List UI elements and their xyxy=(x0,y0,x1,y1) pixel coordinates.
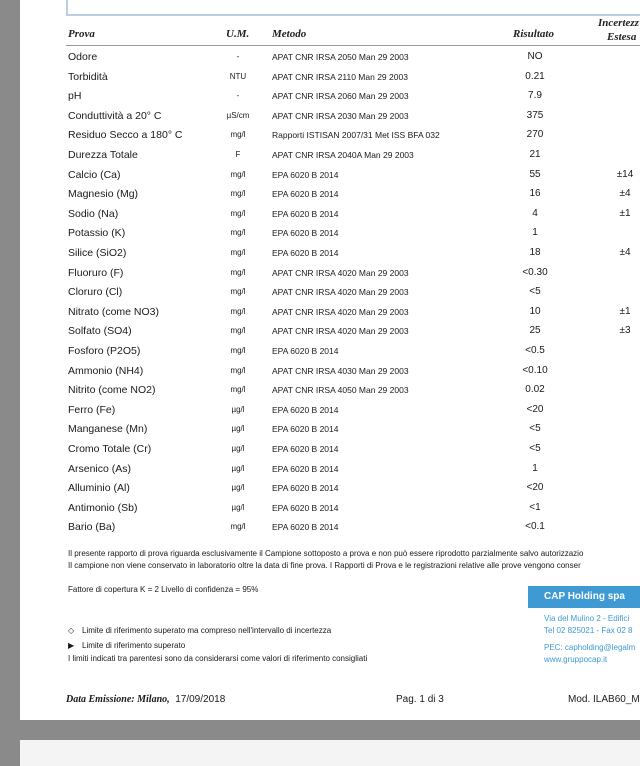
table-row xyxy=(20,439,640,459)
method: EPA 6020 B 2014 xyxy=(272,502,339,513)
page-number: Pag. 1 di 3 xyxy=(396,694,444,705)
test-name: Fluoruro (F) xyxy=(68,266,124,279)
method: APAT CNR IRSA 4050 Man 29 2003 xyxy=(272,385,409,396)
unit: µS/cm xyxy=(226,110,250,120)
test-name: Odore xyxy=(68,51,98,63)
unit: mg/l xyxy=(230,248,246,257)
method: APAT CNR IRSA 2050 Man 29 2003 xyxy=(272,52,409,62)
method: APAT CNR IRSA 4020 Man 29 2003 xyxy=(272,267,409,278)
method: APAT CNR IRSA 2110 Man 29 2003 xyxy=(272,71,408,82)
result: <20 xyxy=(526,403,544,415)
header-divider xyxy=(66,45,640,46)
result: <0.5 xyxy=(525,345,545,356)
result: 270 xyxy=(526,129,544,141)
test-name: Bario (Ba) xyxy=(68,521,116,534)
method: EPA 6020 B 2014 xyxy=(272,444,339,454)
model-code: Mod. ILAB60_M xyxy=(568,694,640,705)
company-address: Via del Mulino 2 - Edifici xyxy=(544,614,630,623)
result: 375 xyxy=(526,109,544,121)
table-row xyxy=(20,361,640,381)
result: <5 xyxy=(529,423,541,435)
table-row xyxy=(20,145,640,165)
legend-diamond xyxy=(68,626,331,635)
company-web[interactable]: www.gruppocap.it xyxy=(544,655,608,664)
test-name: Magnesio (Mg) xyxy=(68,188,139,201)
table-row xyxy=(20,125,640,145)
method: APAT CNR IRSA 2060 Man 29 2003 xyxy=(272,91,409,102)
table-row xyxy=(20,498,640,518)
triangle-icon: ▶ xyxy=(68,641,75,650)
method: APAT CNR IRSA 2040A Man 29 2003 xyxy=(272,150,414,160)
table-row xyxy=(20,243,640,263)
uncertainty: ±14 xyxy=(616,168,634,180)
unit: NTU xyxy=(229,71,247,81)
unit: mg/l xyxy=(230,189,246,199)
method: EPA 6020 B 2014 xyxy=(272,522,339,533)
method: APAT CNR IRSA 4020 Man 29 2003 xyxy=(272,326,409,337)
unit: - xyxy=(236,52,240,61)
result: <5 xyxy=(529,286,541,298)
unit: µg/l xyxy=(231,502,245,512)
test-name: Arsenico (As) xyxy=(68,462,132,475)
test-name: Fosforo (P2O5) xyxy=(68,345,141,357)
unit: mg/l xyxy=(230,228,246,238)
unit: mg/l xyxy=(230,365,246,375)
test-name: Potassio (K) xyxy=(68,227,126,240)
test-name: Solfato (SO4) xyxy=(68,325,132,338)
result: 55 xyxy=(529,168,541,180)
next-page-edge xyxy=(20,740,640,766)
result: 21 xyxy=(529,149,541,160)
result: 1 xyxy=(532,227,538,239)
table-row xyxy=(20,106,640,126)
result: 16 xyxy=(529,188,541,200)
uncertainty: ±1 xyxy=(619,207,631,219)
table-row xyxy=(20,204,640,224)
test-name: Conduttività a 20° C xyxy=(68,109,162,122)
test-name: Sodio (Na) xyxy=(68,207,119,220)
method: EPA 6020 B 2014 xyxy=(272,189,339,200)
method: APAT CNR IRSA 4030 Man 29 2003 xyxy=(272,365,409,376)
method: EPA 6020 B 2014 xyxy=(272,463,339,474)
issue-date-value: 17/09/2018 xyxy=(175,694,226,705)
issue-date-label: Data Emissione: Milano, xyxy=(66,694,170,705)
table-row xyxy=(20,341,640,361)
table-row xyxy=(20,459,640,479)
disclaimer-line-2: Il campione non viene conservato in laboratorio oltre la data di fine prova. I Rapporti di Prova e le registrazioni relative alle prove vengono conser xyxy=(68,561,581,570)
uncertainty: ±3 xyxy=(619,325,631,337)
unit: mg/l xyxy=(230,169,246,179)
test-name: Ammonio (NH4) xyxy=(68,364,144,377)
unit: mg/l xyxy=(230,287,246,297)
unit: F xyxy=(235,150,241,159)
uncertainty: ±1 xyxy=(619,305,631,317)
table-row xyxy=(20,47,640,67)
table-row xyxy=(20,400,640,420)
table-row xyxy=(20,223,640,243)
table-row xyxy=(20,419,640,439)
disclaimer-line-1: Il presente rapporto di prova riguarda esclusivamente il Campione sottoposto a prova e non può essere riprodotto parzialmente salvo autorizzazio xyxy=(68,549,584,558)
result: <1 xyxy=(529,501,541,513)
test-name: Ferro (Fe) xyxy=(68,403,116,416)
test-name: Durezza Totale xyxy=(68,149,138,161)
result: <5 xyxy=(529,443,541,454)
method: APAT CNR IRSA 4020 Man 29 2003 xyxy=(272,287,409,298)
test-name: pH xyxy=(68,90,82,103)
unit: mg/l xyxy=(230,326,246,336)
col-header-prova: Prova xyxy=(68,28,95,40)
result: <0.10 xyxy=(522,364,548,376)
result: <20 xyxy=(526,482,544,494)
unit: µg/l xyxy=(231,463,245,473)
table-row xyxy=(20,184,640,204)
test-name: Residuo Secco a 180° C xyxy=(68,129,183,142)
unit: µg/l xyxy=(231,424,245,434)
table-row xyxy=(20,321,640,341)
table-row xyxy=(20,263,640,283)
table-row xyxy=(20,380,640,400)
test-name: Manganese (Mn) xyxy=(68,423,148,436)
unit: µg/l xyxy=(231,444,245,453)
result: 1 xyxy=(532,462,538,474)
table-row xyxy=(20,86,640,106)
test-name: Nitrato (come NO3) xyxy=(68,305,160,318)
legend-diamond-text: Limite di riferimento superato ma compreso nell'intervallo di incertezza xyxy=(82,626,332,635)
uncertainty: ±4 xyxy=(619,247,631,258)
legend-parentheses: I limiti indicati tra parentesi sono da considerarsi come valori di riferimento consigliati xyxy=(68,654,368,663)
company-pec: PEC: capholding@legalm xyxy=(544,643,636,652)
diamond-icon: ◇ xyxy=(68,626,75,635)
table-row xyxy=(20,67,640,87)
method: EPA 6020 B 2014 xyxy=(272,483,339,494)
coverage-factor: Fattore di copertura K = 2 Livello di confidenza = 95% xyxy=(68,585,259,594)
method: EPA 6020 B 2014 xyxy=(272,346,339,356)
table-row xyxy=(20,517,640,537)
result: <0.30 xyxy=(522,266,548,278)
unit: µg/l xyxy=(231,404,245,414)
unit: mg/l xyxy=(230,346,246,355)
method: APAT CNR IRSA 4020 Man 29 2003 xyxy=(272,306,409,317)
method: EPA 6020 B 2014 xyxy=(272,424,339,435)
table-row xyxy=(20,478,640,498)
unit: mg/l xyxy=(230,267,246,277)
result: NO xyxy=(527,51,543,62)
report-page xyxy=(20,0,640,720)
method: Rapporti ISTISAN 2007/31 Met ISS BFA 032 xyxy=(272,130,440,141)
unit: mg/l xyxy=(230,385,246,395)
legend-triangle-text: Limite di riferimento superato xyxy=(82,641,186,650)
company-phone: Tel 02 825021 - Fax 02 8 xyxy=(544,626,633,635)
result: <0.1 xyxy=(525,521,545,533)
issue-date xyxy=(66,694,225,705)
uncertainty: ±4 xyxy=(619,188,631,200)
result: 0.21 xyxy=(525,70,545,82)
test-name: Silice (SiO2) xyxy=(68,247,127,259)
legend-triangle xyxy=(68,641,185,650)
method: EPA 6020 B 2014 xyxy=(272,169,339,180)
result: 4 xyxy=(532,207,538,219)
test-name: Torbidità xyxy=(68,70,108,83)
col-header-estesa: Estesa xyxy=(607,31,637,43)
result: 7.9 xyxy=(528,90,542,102)
table-row xyxy=(20,302,640,322)
unit: mg/l xyxy=(230,208,246,218)
unit: - xyxy=(236,91,240,101)
result: 10 xyxy=(529,305,541,317)
unit: mg/l xyxy=(230,522,246,532)
test-name: Cloruro (Cl) xyxy=(68,286,123,299)
method: APAT CNR IRSA 2030 Man 29 2003 xyxy=(272,110,409,121)
col-header-um: U.M. xyxy=(226,28,250,40)
result: 18 xyxy=(529,247,541,258)
test-name: Cromo Totale (Cr) xyxy=(68,443,152,455)
result: 0.02 xyxy=(525,384,545,396)
table-row xyxy=(20,165,640,185)
method: EPA 6020 B 2014 xyxy=(272,208,339,219)
unit: mg/l xyxy=(230,306,246,316)
result: 25 xyxy=(529,325,541,337)
header-frame xyxy=(66,0,640,16)
col-header-risultato: Risultato xyxy=(513,28,554,40)
col-header-incertezza: Incertezz xyxy=(598,17,639,29)
company-banner: CAP Holding spa xyxy=(528,586,640,608)
method: EPA 6020 B 2014 xyxy=(272,228,339,239)
unit: µg/l xyxy=(231,483,245,493)
table-row xyxy=(20,282,640,302)
method: EPA 6020 B 2014 xyxy=(272,404,339,415)
unit: mg/l xyxy=(230,130,246,140)
test-name: Calcio (Ca) xyxy=(68,168,121,181)
method: EPA 6020 B 2014 xyxy=(272,248,339,258)
test-name: Alluminio (Al) xyxy=(68,482,130,495)
test-name: Nitrito (come NO2) xyxy=(68,384,156,397)
col-header-metodo: Metodo xyxy=(272,28,307,40)
test-name: Antimonio (Sb) xyxy=(68,501,138,514)
